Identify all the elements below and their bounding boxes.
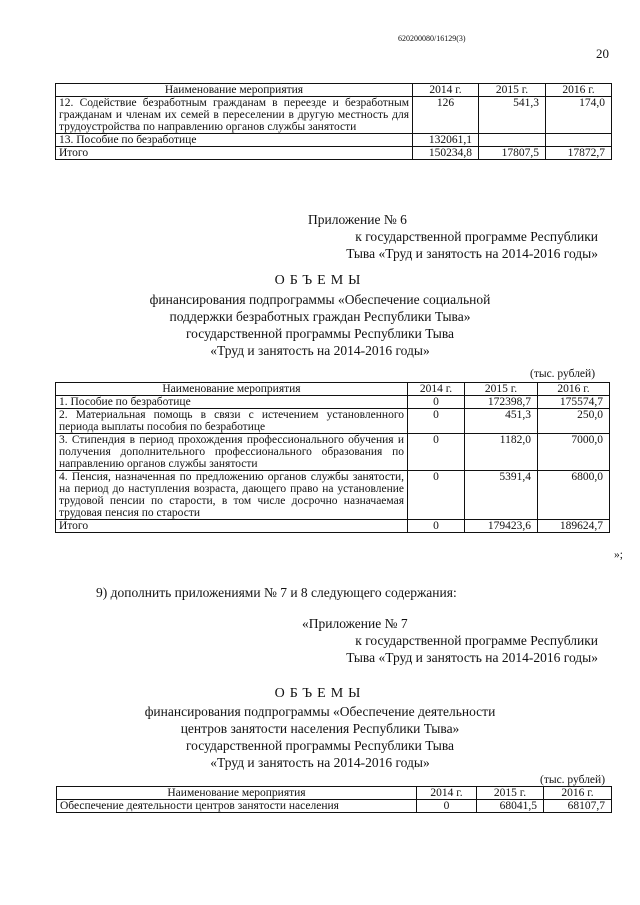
row-2015: 1182,0 [465, 434, 538, 471]
col-header-name: Наименование мероприятия [56, 383, 408, 396]
page-number: 20 [596, 46, 609, 61]
document-id: 620200080/16129(3) [398, 34, 466, 43]
closing-quote: »; [614, 549, 623, 561]
row-name: 1. Пособие по безработице [56, 396, 408, 409]
subtitle-line: «Труд и занятость на 2014-2016 годы» [210, 343, 430, 358]
subtitle-line: «Труд и занятость на 2014-2016 годы» [210, 755, 430, 770]
row-2014: 0 [408, 520, 465, 533]
col-header-2016: 2016 г. [544, 787, 612, 800]
row-name: Итого [56, 520, 408, 533]
subtitle-line: центров занятости населения Республики Тыва» [180, 721, 460, 736]
row-2015: 541,3 [479, 97, 546, 134]
row-2015: 451,3 [465, 409, 538, 434]
row-2015: 68041,5 [477, 800, 544, 813]
table-row [56, 434, 610, 471]
row-2016: 189624,7 [538, 520, 610, 533]
row-name: 3. Стипендия в период прохождения профессионального обучения и получения дополнительного профессионального образования по направлению органов службы занятости [56, 434, 408, 471]
row-name: Итого [56, 147, 413, 160]
row-2014: 0 [408, 434, 465, 471]
section-7-units: (тыс. рублей) [540, 774, 606, 786]
col-header-2014: 2014 г. [408, 383, 465, 396]
row-2015: 17807,5 [479, 147, 546, 160]
section-6-title: ОБЪЕМЫ [274, 273, 366, 288]
table-total-row [56, 147, 612, 160]
table-header-row [56, 383, 610, 396]
row-2014: 132061,1 [413, 134, 479, 147]
row-2015 [479, 134, 546, 147]
row-name: 13. Пособие по безработице [56, 134, 413, 147]
row-2016: 250,0 [538, 409, 610, 434]
appendix-6-line-1: Приложение № 6 [308, 212, 407, 227]
row-2015: 179423,6 [465, 520, 538, 533]
row-2015: 5391,4 [465, 471, 538, 520]
row-name: 4. Пенсия, назначенная по предложению органов службы занятости, на период до наступления возраста, дающего право на установление трудовой пенсии по старости, в том числе досрочно назначаемая трудовая пенсия по старости [56, 471, 408, 520]
row-2016: 6800,0 [538, 471, 610, 520]
row-2014: 126 [413, 97, 479, 134]
appendix-7-line-1: «Приложение № 7 [302, 616, 408, 631]
row-2014: 0 [408, 471, 465, 520]
paragraph-9: 9) дополнить приложениями № 7 и 8 следующего содержания: [96, 585, 457, 600]
row-name: 12. Содействие безработным гражданам в переезде и безработным гражданам и членам их семей в переселении в другую местность для трудоустройства по направлению органов службы занятости [56, 97, 413, 134]
table-social-support [55, 382, 610, 533]
appendix-7-line-3: Тыва «Труд и занятость на 2014-2016 годы» [346, 650, 598, 665]
section-7-subtitle [0, 703, 640, 771]
table-row [56, 97, 612, 134]
row-2016 [546, 134, 612, 147]
appendix-7-line-2: к государственной программе Республики [355, 633, 598, 648]
table-employment-centers [56, 786, 612, 813]
table-header-row [56, 84, 612, 97]
col-header-2016: 2016 г. [538, 383, 610, 396]
col-header-2016: 2016 г. [546, 84, 612, 97]
col-header-2015: 2015 г. [477, 787, 544, 800]
col-header-name: Наименование мероприятия [56, 84, 413, 97]
section-6-subtitle [0, 291, 640, 359]
row-2014: 0 [408, 409, 465, 434]
table-total-row [56, 520, 610, 533]
appendix-6-line-2: к государственной программе Республики [355, 229, 598, 244]
row-2016: 68107,7 [544, 800, 612, 813]
col-header-2015: 2015 г. [465, 383, 538, 396]
appendix-6-heading [198, 211, 598, 262]
subtitle-line: поддержки безработных граждан Республики Тыва» [169, 309, 471, 324]
col-header-2014: 2014 г. [417, 787, 477, 800]
row-2014: 0 [408, 396, 465, 409]
row-2016: 17872,7 [546, 147, 612, 160]
subtitle-line: государственной программы Республики Тыва [185, 326, 455, 341]
table-row [56, 409, 610, 434]
subtitle-line: финансирования подпрограммы «Обеспечение социальной [149, 292, 491, 307]
subtitle-line: государственной программы Республики Тыва [185, 738, 455, 753]
row-2016: 175574,7 [538, 396, 610, 409]
section-7-title: ОБЪЕМЫ [274, 686, 366, 701]
table-row [56, 471, 610, 520]
row-2015: 172398,7 [465, 396, 538, 409]
row-2014: 150234,8 [413, 147, 479, 160]
table-continuation [55, 83, 612, 160]
subtitle-line: финансирования подпрограммы «Обеспечение деятельности [144, 704, 496, 719]
table-header-row [57, 787, 612, 800]
row-name: 2. Материальная помощь в связи с истечением установленного периода выплаты пособия по безработице [56, 409, 408, 434]
section-6-units: (тыс. рублей) [530, 368, 596, 380]
row-name: Обеспечение деятельности центров занятости населения [57, 800, 417, 813]
col-header-name: Наименование мероприятия [57, 787, 417, 800]
appendix-6-line-3: Тыва «Труд и занятость на 2014-2016 годы» [346, 246, 598, 261]
row-2016: 174,0 [546, 97, 612, 134]
table-row [57, 800, 612, 813]
table-row [56, 134, 612, 147]
col-header-2014: 2014 г. [413, 84, 479, 97]
row-2016: 7000,0 [538, 434, 610, 471]
appendix-7-heading [198, 615, 598, 666]
row-2014: 0 [417, 800, 477, 813]
table-row [56, 396, 610, 409]
col-header-2015: 2015 г. [479, 84, 546, 97]
